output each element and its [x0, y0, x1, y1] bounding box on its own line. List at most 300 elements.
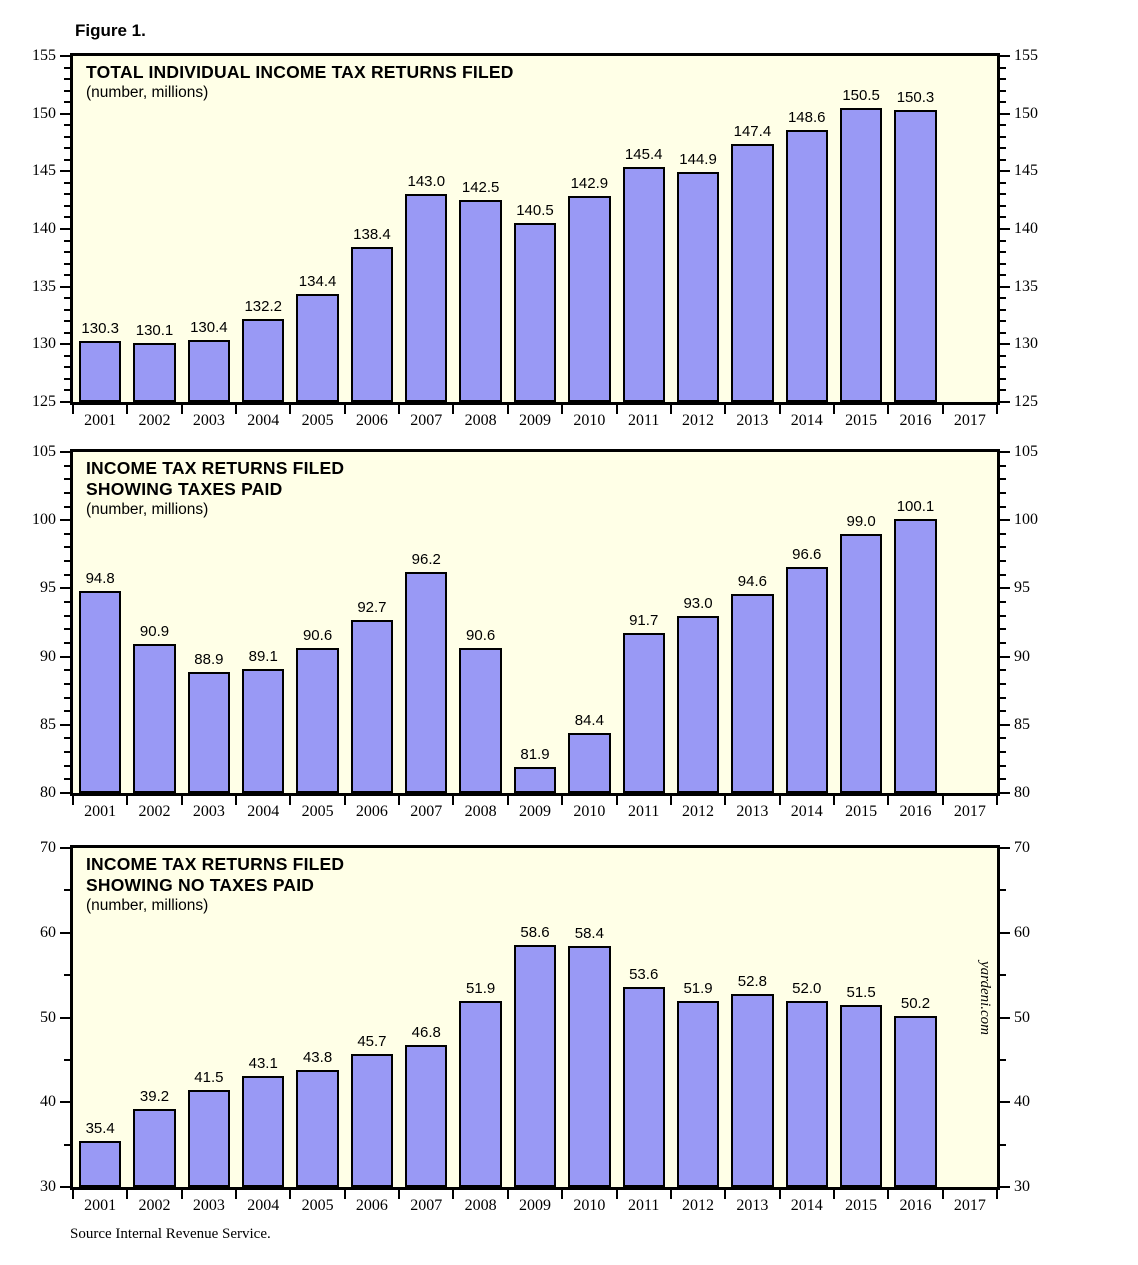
y-tick-major [1000, 587, 1010, 589]
x-year-label: 2009 [518, 1197, 551, 1214]
y-tick-minor [1000, 778, 1006, 780]
y-axis-label: 135 [1014, 277, 1038, 295]
bar [351, 1054, 393, 1187]
x-year-label: 2011 [627, 803, 660, 820]
bar [677, 616, 719, 793]
x-year-label: 2008 [464, 1197, 497, 1214]
bar [188, 340, 230, 402]
bar [459, 648, 501, 793]
y-tick-minor [64, 159, 70, 161]
bar-value-label: 145.4 [624, 145, 663, 163]
y-tick-major [60, 724, 70, 726]
y-tick-minor [64, 216, 70, 218]
bar-value-label: 142.5 [461, 179, 500, 197]
x-year-label: 2005 [301, 803, 334, 820]
y-tick-minor [1000, 216, 1006, 218]
y-tick-minor [1000, 240, 1006, 242]
y-tick-minor [1000, 78, 1006, 80]
bar-value-label: 81.9 [520, 746, 550, 764]
y-tick-minor [64, 478, 70, 480]
bar-value-label: 144.9 [679, 151, 717, 169]
y-axis-label: 130 [1014, 335, 1038, 353]
bar-value-label: 96.6 [792, 545, 822, 563]
bar-value-label: 50.2 [900, 994, 931, 1012]
panel-subtitle: (number, millions) [86, 84, 209, 101]
bar [623, 987, 665, 1187]
bar-value-label: 140.5 [516, 202, 554, 220]
bar-value-label: 89.1 [248, 647, 278, 665]
y-tick-major [60, 847, 70, 849]
bar [133, 1109, 175, 1187]
y-tick-minor [1000, 124, 1006, 126]
bar-value-label: 132.2 [244, 297, 282, 315]
x-year-label: 2017 [953, 1197, 986, 1214]
y-axis-label: 30 [1014, 1178, 1030, 1195]
y-tick-major [1000, 113, 1010, 115]
x-year-label: 2008 [464, 412, 497, 429]
panel-title [86, 62, 514, 83]
bar [786, 567, 828, 793]
bar-value-label: 150.5 [842, 86, 880, 104]
y-tick-minor [64, 465, 70, 467]
bar [677, 172, 719, 402]
y-axis-label: 80 [1014, 784, 1030, 801]
y-tick-major [1000, 170, 1010, 172]
x-year-label: 2008 [464, 803, 497, 820]
x-year-label: 2010 [573, 1197, 606, 1214]
panel-title-line1: TOTAL INDIVIDUAL INCOME TAX RETURNS FILED [86, 62, 514, 82]
figure-label: Figure 1. [75, 21, 146, 40]
x-year-label: 2011 [627, 412, 660, 429]
bar-value-label: 45.7 [357, 1032, 387, 1050]
y-axis-label: 85 [40, 715, 56, 733]
bar [351, 620, 393, 793]
y-tick-major [60, 587, 70, 589]
y-tick-major [1000, 724, 1010, 726]
y-tick-minor [64, 560, 70, 562]
y-tick-major [1000, 519, 1010, 521]
bar-value-label: 52.0 [792, 979, 822, 997]
x-year-label: 2006 [355, 803, 388, 820]
bar [296, 648, 338, 793]
y-tick-major [1000, 55, 1010, 57]
x-year-label: 2003 [192, 412, 225, 429]
bar-value-label: 90.6 [302, 627, 333, 645]
bar-value-label: 58.4 [574, 925, 604, 943]
y-tick-minor [64, 642, 70, 644]
x-year-label: 2002 [138, 412, 171, 429]
y-tick-minor [1000, 492, 1006, 494]
y-tick-minor [64, 751, 70, 753]
bar-value-label: 35.4 [85, 1120, 115, 1138]
y-tick-major [1000, 932, 1010, 934]
y-tick-minor [1000, 683, 1006, 685]
y-tick-major [1000, 451, 1010, 453]
bar [568, 196, 610, 402]
y-tick-minor [1000, 765, 1006, 767]
panel-title-line2: SHOWING NO TAXES PAID [86, 875, 315, 895]
y-axis-label: 145 [1014, 162, 1038, 180]
y-tick-minor [64, 889, 70, 891]
y-axis-label: 150 [32, 104, 56, 122]
y-tick-minor [64, 533, 70, 535]
y-tick-major [1000, 343, 1010, 345]
y-tick-minor [64, 366, 70, 368]
y-tick-minor [64, 251, 70, 253]
y-tick-minor [1000, 1059, 1006, 1061]
y-axis-label: 125 [1014, 393, 1038, 410]
bar [79, 591, 121, 793]
y-tick-minor [64, 136, 70, 138]
x-year-label: 2013 [736, 1197, 769, 1214]
y-tick-minor [1000, 697, 1006, 699]
x-year-label: 2004 [247, 803, 280, 820]
y-tick-major [60, 656, 70, 658]
y-tick-minor [64, 297, 70, 299]
bar-value-label: 150.3 [896, 89, 935, 107]
bar [188, 672, 230, 793]
bar-value-label: 51.5 [846, 983, 876, 1001]
y-axis-label: 50 [40, 1008, 56, 1026]
bar-value-label: 99.0 [846, 512, 876, 530]
bar [133, 644, 175, 793]
y-tick-minor [64, 974, 70, 976]
y-axis-label: 60 [1014, 923, 1030, 941]
bar-value-label: 134.4 [298, 272, 337, 290]
x-year-label: 2003 [192, 803, 225, 820]
y-tick-minor [1000, 136, 1006, 138]
y-tick-minor [1000, 628, 1006, 630]
y-axis-label: 150 [1014, 104, 1038, 122]
x-year-label: 2005 [301, 1197, 334, 1214]
x-year-label: 2002 [138, 803, 171, 820]
bar-value-label: 94.6 [737, 572, 767, 590]
y-tick-minor [1000, 642, 1006, 644]
y-axis-label: 140 [1014, 220, 1038, 237]
y-tick-minor [64, 240, 70, 242]
y-axis-label: 40 [40, 1093, 56, 1111]
y-tick-major [1000, 401, 1010, 403]
y-tick-major [60, 451, 70, 453]
y-tick-major [60, 286, 70, 288]
bar [459, 200, 501, 402]
bar [405, 194, 447, 402]
y-tick-minor [1000, 193, 1006, 195]
bar [894, 1016, 936, 1187]
bar [840, 1005, 882, 1187]
y-tick-minor [1000, 974, 1006, 976]
bar-value-label: 41.5 [194, 1068, 224, 1086]
panel-title [86, 458, 344, 500]
bar [786, 1001, 828, 1187]
y-tick-major [1000, 228, 1010, 230]
y-tick-minor [1000, 389, 1006, 391]
y-tick-minor [64, 274, 70, 276]
x-year-label: 2007 [410, 1197, 443, 1214]
y-tick-minor [64, 669, 70, 671]
bar [894, 110, 936, 402]
y-tick-major [60, 343, 70, 345]
y-axis-label: 135 [32, 277, 56, 295]
x-year-label: 2016 [899, 803, 932, 820]
y-tick-minor [1000, 1144, 1006, 1146]
y-tick-minor [1000, 297, 1006, 299]
y-tick-minor [1000, 751, 1006, 753]
x-year-label: 2004 [247, 412, 280, 429]
bar [623, 633, 665, 793]
x-year-label: 2017 [953, 803, 986, 820]
bar [840, 534, 882, 793]
bar [623, 167, 665, 402]
y-tick-minor [64, 205, 70, 207]
y-tick-minor [64, 737, 70, 739]
y-tick-minor [1000, 309, 1006, 311]
x-year-label: 2012 [682, 803, 715, 820]
panel-subtitle: (number, millions) [86, 897, 209, 914]
y-tick-minor [1000, 90, 1006, 92]
bar [242, 669, 284, 793]
bar [894, 519, 936, 793]
y-tick-minor [64, 101, 70, 103]
y-axis-label: 140 [32, 220, 56, 237]
bar [514, 223, 556, 402]
y-tick-minor [64, 683, 70, 685]
y-axis-label: 105 [32, 443, 56, 460]
y-axis-label: 50 [1014, 1008, 1030, 1026]
y-tick-minor [1000, 101, 1006, 103]
bar [786, 130, 828, 402]
y-tick-major [60, 170, 70, 172]
bar [731, 144, 773, 402]
bar-value-label: 90.6 [466, 627, 496, 645]
y-axis-label: 125 [32, 393, 56, 410]
y-tick-minor [64, 78, 70, 80]
y-tick-minor [1000, 737, 1006, 739]
x-year-label: 2012 [682, 1197, 715, 1214]
y-tick-minor [64, 193, 70, 195]
y-tick-major [60, 401, 70, 403]
bar-value-label: 138.4 [353, 226, 391, 244]
y-tick-minor [64, 492, 70, 494]
y-tick-minor [1000, 889, 1006, 891]
x-year-label: 2016 [899, 1197, 932, 1214]
bar-value-label: 142.9 [570, 174, 609, 192]
y-tick-major [1000, 656, 1010, 658]
y-tick-minor [64, 263, 70, 265]
bar-value-label: 100.1 [896, 497, 935, 515]
x-year-label: 2017 [953, 412, 986, 429]
bar-value-label: 92.7 [357, 598, 387, 616]
bar-value-label: 88.9 [194, 650, 224, 668]
bar-value-label: 143.0 [407, 173, 446, 191]
y-tick-minor [1000, 615, 1006, 617]
y-tick-major [60, 1101, 70, 1103]
y-tick-minor [1000, 159, 1006, 161]
x-year-label: 2014 [790, 412, 823, 429]
y-tick-minor [1000, 366, 1006, 368]
y-tick-minor [64, 778, 70, 780]
y-tick-minor [1000, 478, 1006, 480]
y-tick-minor [64, 124, 70, 126]
y-axis-label: 95 [1014, 579, 1030, 597]
y-tick-minor [1000, 546, 1006, 548]
x-year-label: 2005 [301, 412, 334, 429]
y-tick-major [60, 1017, 70, 1019]
bar [79, 341, 121, 402]
y-tick-major [1000, 847, 1010, 849]
source-note: Source Internal Revenue Service. [70, 1226, 271, 1242]
bar-value-label: 58.6 [520, 923, 550, 941]
bar-value-label: 43.1 [248, 1054, 278, 1072]
x-year-label: 2003 [192, 1197, 225, 1214]
y-tick-major [1000, 792, 1010, 794]
y-tick-major [1000, 1017, 1010, 1019]
y-tick-minor [1000, 574, 1006, 576]
y-tick-minor [64, 601, 70, 603]
bar-value-label: 39.2 [139, 1088, 170, 1106]
bar [296, 1070, 338, 1187]
bar [405, 572, 447, 793]
y-axis-label: 105 [1014, 443, 1038, 460]
bar [677, 1001, 719, 1187]
panel-title-line1: INCOME TAX RETURNS FILED [86, 458, 345, 478]
y-tick-minor [1000, 182, 1006, 184]
y-tick-minor [64, 506, 70, 508]
y-axis-label: 155 [32, 47, 56, 64]
y-tick-minor [1000, 147, 1006, 149]
bar-value-label: 96.2 [411, 551, 441, 569]
bar [133, 343, 175, 402]
y-axis-label: 90 [1014, 647, 1030, 665]
y-tick-minor [1000, 355, 1006, 357]
x-year-label: 2001 [84, 803, 117, 820]
x-year-label: 2015 [845, 412, 878, 429]
y-tick-minor [1000, 205, 1006, 207]
bar [840, 108, 882, 402]
x-year-label: 2015 [845, 1197, 878, 1214]
bar [351, 247, 393, 402]
y-axis-label: 90 [40, 647, 56, 665]
y-tick-major [60, 932, 70, 934]
x-year-label: 2007 [410, 412, 443, 429]
bar-value-label: 46.8 [411, 1023, 441, 1041]
y-tick-minor [64, 615, 70, 617]
y-tick-minor [64, 309, 70, 311]
y-tick-minor [64, 1059, 70, 1061]
x-year-label: 2001 [84, 1197, 117, 1214]
y-tick-major [60, 228, 70, 230]
y-tick-minor [1000, 378, 1006, 380]
x-year-label: 2010 [573, 412, 606, 429]
y-axis-label: 155 [1014, 47, 1038, 64]
bar-value-label: 51.9 [683, 980, 713, 998]
y-tick-minor [64, 697, 70, 699]
y-tick-major [60, 1186, 70, 1188]
x-year-label: 2009 [518, 803, 551, 820]
bar-value-label: 91.7 [629, 612, 659, 630]
x-year-label: 2006 [355, 412, 388, 429]
x-year-label: 2001 [84, 412, 117, 429]
x-year-label: 2004 [247, 1197, 280, 1214]
y-tick-minor [1000, 601, 1006, 603]
y-tick-major [1000, 1186, 1010, 1188]
y-axis-label: 145 [32, 162, 56, 180]
y-tick-minor [64, 1144, 70, 1146]
y-axis-label: 80 [40, 784, 56, 801]
bar-value-label: 84.4 [574, 711, 604, 729]
x-year-label: 2014 [790, 1197, 823, 1214]
x-year-label: 2007 [410, 803, 443, 820]
y-axis-label: 95 [40, 579, 56, 597]
y-axis-label: 30 [40, 1178, 56, 1195]
bar [405, 1045, 447, 1187]
y-tick-minor [64, 546, 70, 548]
y-tick-minor [64, 765, 70, 767]
y-axis-label: 100 [1014, 511, 1038, 529]
bar-value-label: 52.8 [737, 972, 767, 990]
bar-value-label: 130.4 [190, 318, 228, 336]
bar [188, 1090, 230, 1187]
x-year-label: 2006 [355, 1197, 388, 1214]
bar-value-label: 148.6 [787, 108, 826, 126]
y-tick-major [60, 792, 70, 794]
x-year-label: 2010 [573, 803, 606, 820]
y-tick-minor [64, 90, 70, 92]
y-axis-label: 70 [1014, 839, 1030, 856]
bar [296, 294, 338, 402]
bar [242, 1076, 284, 1187]
bar-value-label: 147.4 [733, 122, 772, 140]
y-tick-minor [64, 628, 70, 630]
y-tick-minor [1000, 669, 1006, 671]
bar-value-label: 130.3 [81, 319, 119, 337]
panel-title-line2: SHOWING TAXES PAID [86, 479, 283, 499]
bar [731, 994, 773, 1187]
x-year-label: 2013 [736, 803, 769, 820]
bar-value-label: 93.0 [683, 594, 713, 612]
x-year-label: 2014 [790, 803, 823, 820]
y-tick-minor [1000, 465, 1006, 467]
y-tick-minor [1000, 67, 1006, 69]
y-tick-minor [64, 182, 70, 184]
bar [459, 1001, 501, 1187]
bar-value-label: 43.8 [302, 1049, 333, 1067]
bar [242, 319, 284, 402]
y-tick-minor [1000, 560, 1006, 562]
y-tick-minor [64, 389, 70, 391]
panel-title-line1: INCOME TAX RETURNS FILED [86, 854, 345, 874]
bar-value-label: 53.6 [629, 965, 659, 983]
x-year-label: 2016 [899, 412, 932, 429]
bar-value-label: 51.9 [466, 980, 496, 998]
y-tick-minor [64, 710, 70, 712]
bar [568, 733, 610, 793]
y-tick-major [1000, 286, 1010, 288]
y-tick-minor [64, 147, 70, 149]
y-tick-minor [64, 378, 70, 380]
bar [514, 945, 556, 1187]
y-tick-minor [1000, 533, 1006, 535]
bar-value-label: 94.8 [85, 570, 115, 588]
y-tick-major [60, 519, 70, 521]
y-tick-minor [1000, 263, 1006, 265]
y-tick-minor [64, 355, 70, 357]
x-year-label: 2002 [138, 1197, 171, 1214]
y-tick-major [1000, 1101, 1010, 1103]
bar [731, 594, 773, 793]
bar [514, 767, 556, 793]
y-axis-label: 40 [1014, 1093, 1030, 1111]
